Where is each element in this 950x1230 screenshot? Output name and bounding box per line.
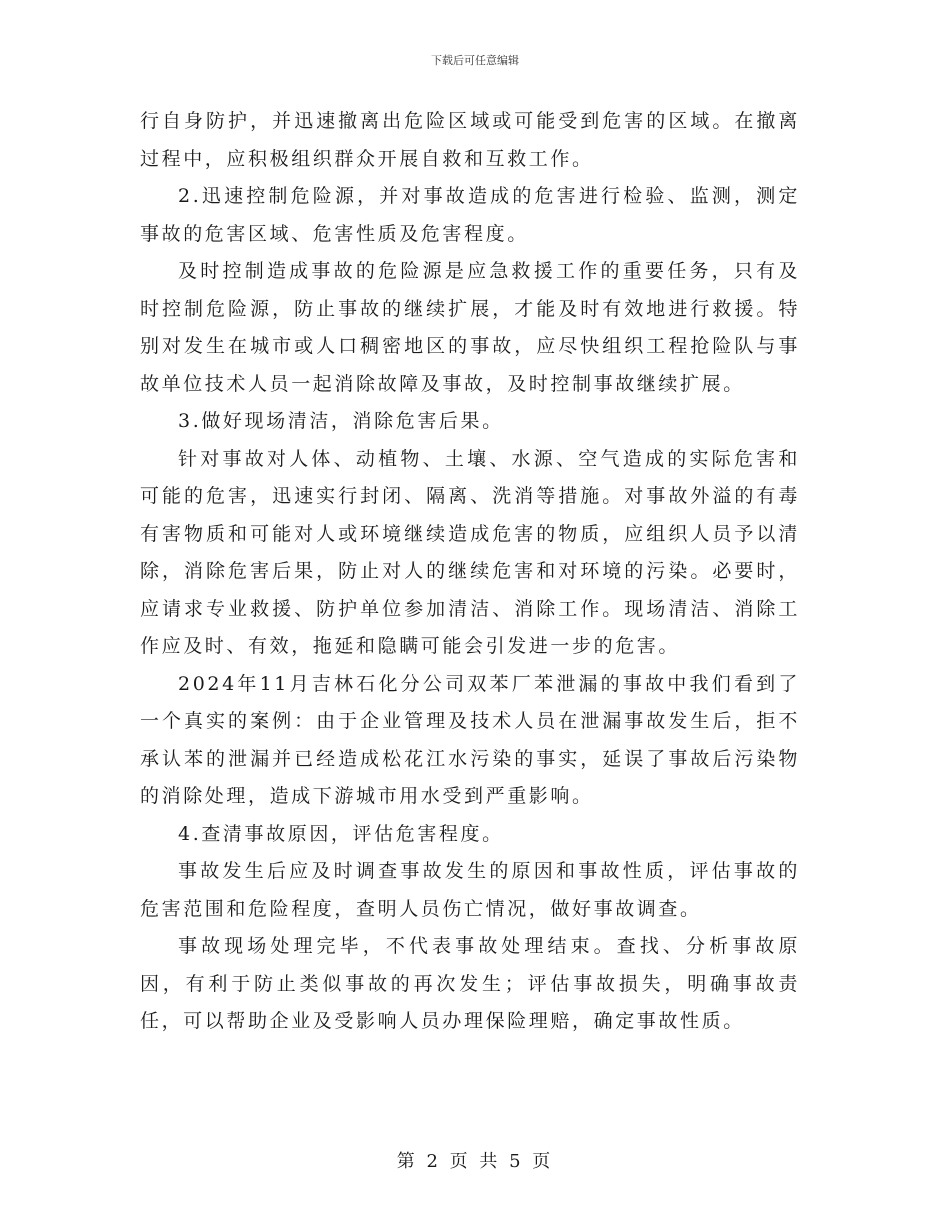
paragraph-control-hazard: 及时控制造成事故的危险源是应急救援工作的重要任务，只有及时控制危险源，防止事故的继续扩展，才能及时有效地进行救援。特别对发生在城市或人口稠密地区的事故，应尽快组织工程抢险队与事故单位技术人员一起消除故障及事故，及时控制事故继续扩展。 — [140, 260, 800, 395]
paragraph-heading-2: 2.迅速控制危险源，并对事故造成的危害进行检验、监测，测定事故的危害区域、危害性质及危害程度。 — [140, 185, 800, 245]
document-body — [140, 103, 800, 1041]
paragraph-heading-4: 4.查清事故原因，评估危害程度。 — [178, 822, 504, 845]
paragraph-investigation: 事故发生后应及时调查事故发生的原因和事故性质，评估事故的危害范围和危险程度，查明人员伤亡情况，做好事故调查。 — [140, 860, 800, 920]
paragraph-heading-3: 3.做好现场清洁，消除危害后果。 — [178, 410, 504, 432]
paragraph-conclusion: 事故现场处理完毕，不代表事故处理结束。查找、分析事故原因，有利于防止类似事故的再次发生；评估事故损失，明确事故责任，可以帮助企业及受影响人员办理保险理赔，确定事故性质。 — [140, 935, 800, 1032]
page-header-note: 下载后可任意编辑 — [431, 54, 519, 67]
paragraph-continuation: 行自身防护，并迅速撤离出危险区域或可能受到危害的区域。在撤离过程中，应积极组织群众开展自救和互救工作。 — [140, 110, 800, 170]
paragraph-cleanup: 针对事故对人体、动植物、土壤、水源、空气造成的实际危害和可能的危害，迅速实行封闭、隔离、洗消等措施。对事故外溢的有毒有害物质和可能对人或环境继续造成危害的物质，应组织人员予以清除，消除危害后果，防止对人的继续危害和对环境的污染。必要时，应请求专业救援、防护单位参加清洁、消除工作。现场清洁、消除工作应及时、有效，拖延和隐瞒可能会引发进一步的危害。 — [140, 447, 800, 657]
paragraph-case-study: 2024年11月吉林石化分公司双苯厂苯泄漏的事故中我们看到了一个真实的案例：由于企业管理及技术人员在泄漏事故发生后，拒不承认苯的泄漏并已经造成松花江水污染的事实，延误了事故后污染物的消除处理，造成下游城市用水受到严重影响。 — [140, 672, 800, 807]
page-number-footer: 第 2 页 共 5 页 — [396, 1151, 554, 1172]
